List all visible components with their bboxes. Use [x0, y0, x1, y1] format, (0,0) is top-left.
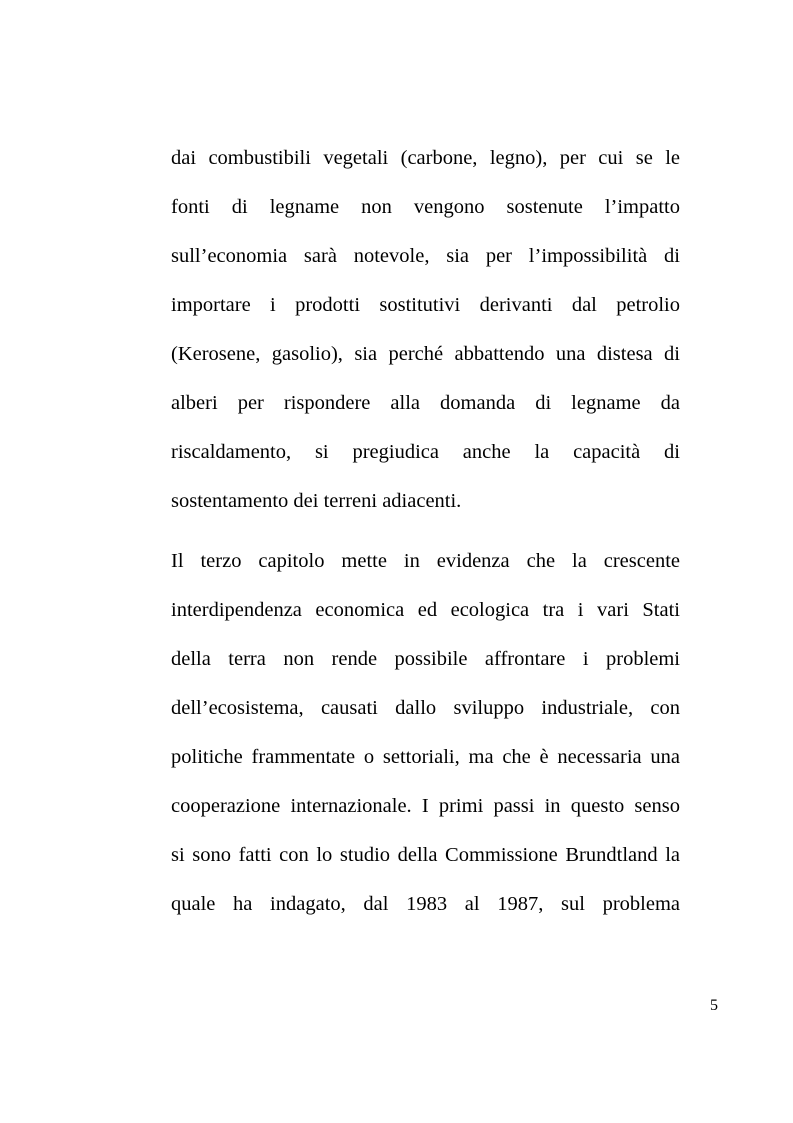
paragraph-2 [171, 539, 680, 931]
text-line: dell’ecosistema, causati dallo sviluppo industriale, con [171, 697, 680, 719]
text-line: (Kerosene, gasolio), sia perché abbattendo una distesa di [171, 343, 680, 365]
text-line: riscaldamento, si pregiudica anche la capacità di [171, 441, 680, 463]
paragraph-1 [171, 136, 680, 528]
text-line: fonti di legname non vengono sostenute l’impatto [171, 196, 680, 218]
text-line: si sono fatti con lo studio della Commissione Brundtland la [171, 844, 680, 866]
paragraph-spacer [171, 528, 680, 539]
text-line: alberi per rispondere alla domanda di legname da [171, 392, 680, 414]
page-number: 5 [710, 997, 718, 1014]
text-line: importare i prodotti sostitutivi derivanti dal petrolio [171, 294, 680, 316]
text-line: sull’economia sarà notevole, sia per l’impossibilità di [171, 245, 680, 267]
text-line: della terra non rende possibile affrontare i problemi [171, 648, 680, 670]
text-line: Il terzo capitolo mette in evidenza che la crescente [171, 550, 680, 572]
body-text [171, 136, 680, 931]
text-line: interdipendenza economica ed ecologica tra i vari Stati [171, 599, 680, 621]
text-line: quale ha indagato, dal 1983 al 1987, sul problema [171, 893, 680, 915]
text-line: dai combustibili vegetali (carbone, legno), per cui se le [171, 147, 680, 169]
text-line: cooperazione internazionale. I primi passi in questo senso [171, 795, 680, 817]
text-line: politiche frammentate o settoriali, ma che è necessaria una [171, 746, 680, 768]
text-line: sostentamento dei terreni adiacenti. [171, 490, 462, 512]
